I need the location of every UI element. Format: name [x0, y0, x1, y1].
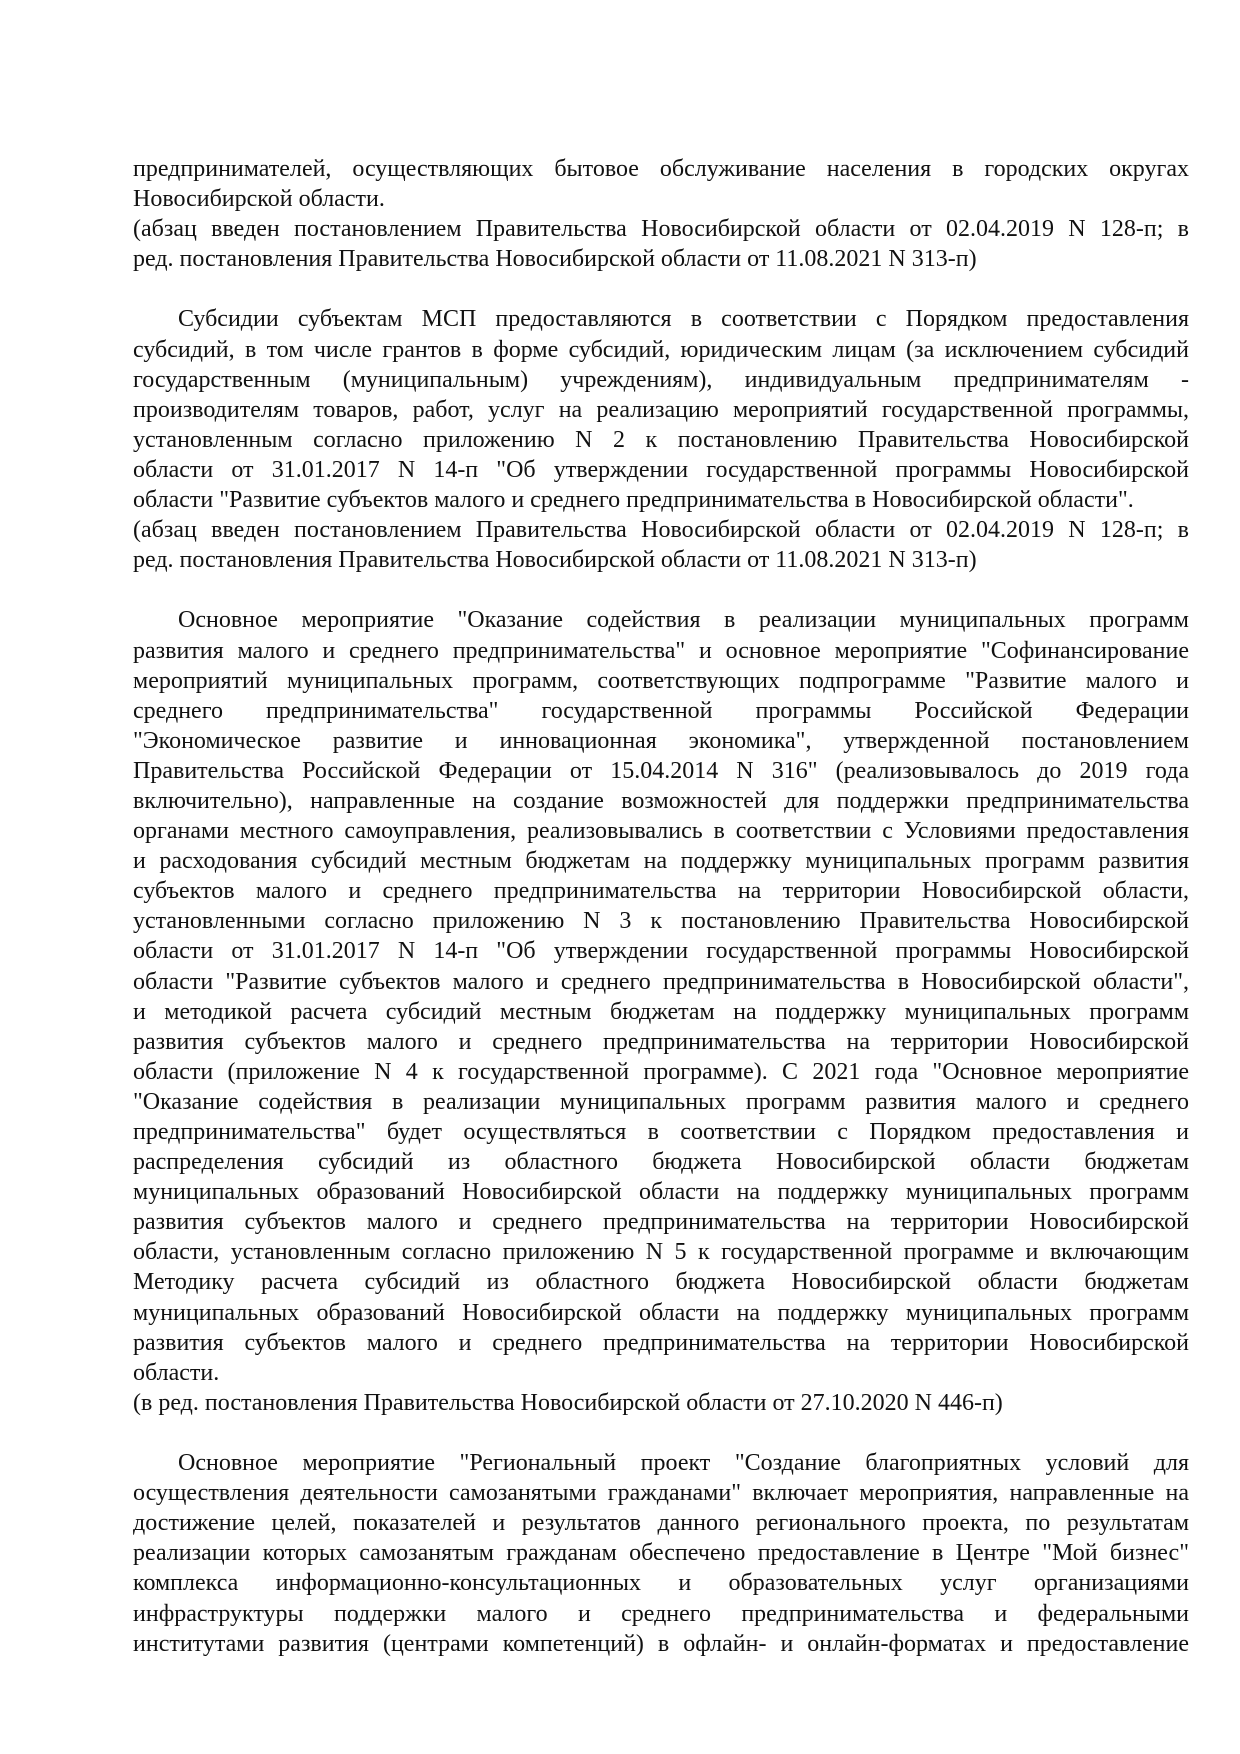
text-line: установленным согласно приложению N 2 к постановлению Правительства Новосибирской: [133, 426, 1189, 453]
text-line: области от 31.01.2017 N 14-п "Об утверждении государственной программы Новосибирской: [133, 456, 1189, 483]
text-line: государственным (муниципальным) учреждениям), индивидуальным предпринимателям -: [133, 366, 1189, 393]
text-line: области (приложение N 4 к государственной программе). С 2021 года "Основное мероприятие: [133, 1058, 1189, 1085]
text-line: развития субъектов малого и среднего предпринимательства на территории Новосибирской: [133, 1209, 1189, 1236]
text-line: мероприятий муниципальных программ, соответствующих подпрограмме "Развитие малого и: [133, 667, 1189, 694]
text-line: Новосибирской области.: [133, 186, 385, 213]
text-line: установленными согласно приложению N 3 к постановлению Правительства Новосибирской: [133, 908, 1189, 935]
text-line: ред. постановления Правительства Новосибирской области от 11.08.2021 N 313-п): [133, 246, 977, 273]
text-line: институтами развития (центрами компетенций) в офлайн- и онлайн-форматах и предоставление: [133, 1630, 1189, 1657]
text-line: Основное мероприятие "Оказание содействия в реализации муниципальных программ: [178, 607, 1189, 634]
paragraph: [133, 1448, 1189, 1659]
text-line: области "Развитие субъектов малого и среднего предпринимательства в Новосибирской области".: [133, 487, 1134, 514]
text-line: комплекса информационно-консультационных и образовательных услуг организациями: [133, 1570, 1189, 1597]
text-line: (абзац введен постановлением Правительства Новосибирской области от 02.04.2019 N 128-п; в: [133, 517, 1189, 544]
text-line: реализации которых самозанятым гражданам обеспечено предоставление в Центре "Мой бизнес": [133, 1540, 1189, 1567]
text-line: области "Развитие субъектов малого и среднего предпринимательства в Новосибирской области",: [133, 968, 1189, 995]
text-line: муниципальных образований Новосибирской области на поддержку муниципальных программ: [133, 1179, 1189, 1206]
text-line: Основное мероприятие "Региональный проект "Создание благоприятных условий для: [178, 1450, 1189, 1477]
text-line: развития субъектов малого и среднего предпринимательства на территории Новосибирской: [133, 1028, 1189, 1055]
text-line: включительно), направленные на создание возможностей для поддержки предпринимательства: [133, 787, 1189, 814]
text-line: и расходования субсидий местным бюджетам на поддержку муниципальных программ развития: [133, 848, 1189, 875]
text-line: производителям товаров, работ, услуг на реализацию мероприятий государственной программы,: [133, 396, 1189, 423]
text-line: "Экономическое развитие и инновационная экономика", утвержденной постановлением: [133, 727, 1189, 754]
text-line: Правительства Российской Федерации от 15.04.2014 N 316" (реализовывалось до 2019 года: [133, 757, 1189, 784]
text-line: инфраструктуры поддержки малого и среднего предпринимательства и федеральными: [133, 1600, 1189, 1627]
text-line: осуществления деятельности самозанятыми гражданами" включает мероприятия, направленные на: [133, 1480, 1189, 1507]
text-line: развития малого и среднего предпринимательства" и основное мероприятие "Софинансирование: [133, 637, 1189, 664]
paragraph: [133, 304, 1189, 515]
text-line: области.: [133, 1359, 220, 1386]
text-line: распределения субсидий из областного бюджета Новосибирской области бюджетам: [133, 1149, 1189, 1176]
text-line: (абзац введен постановлением Правительства Новосибирской области от 02.04.2019 N 128-п; в: [133, 216, 1189, 243]
text-line: предпринимателей, осуществляющих бытовое обслуживание населения в городских округах: [133, 156, 1189, 182]
text-line: и методикой расчета субсидий местным бюджетам на поддержку муниципальных программ: [133, 998, 1189, 1025]
text-line: ред. постановления Правительства Новосибирской области от 11.08.2021 N 313-п): [133, 547, 977, 574]
paragraph: [133, 154, 1189, 214]
amendment-note: [133, 1388, 1189, 1418]
amendment-note: [133, 214, 1189, 274]
paragraph: [133, 605, 1189, 1387]
text-line: (в ред. постановления Правительства Новосибирской области от 27.10.2020 N 446-п): [133, 1389, 1003, 1416]
text-line: органами местного самоуправления, реализовывались в соответствии с Условиями предоставления: [133, 818, 1189, 845]
text-line: предпринимательства" будет осуществляться в соответствии с Порядком предоставления и: [133, 1119, 1189, 1145]
document-page: [133, 154, 1189, 1659]
text-line: области, установленным согласно приложению N 5 к государственной программе и включающим: [133, 1239, 1189, 1266]
text-line: среднего предпринимательства" государственной программы Российской Федерации: [133, 697, 1189, 724]
amendment-note: [133, 515, 1189, 575]
text-line: области от 31.01.2017 N 14-п "Об утверждении государственной программы Новосибирской: [133, 938, 1189, 965]
text-line: Субсидии субъектам МСП предоставляются в соответствии с Порядком предоставления: [178, 306, 1189, 333]
text-line: муниципальных образований Новосибирской области на поддержку муниципальных программ: [133, 1299, 1189, 1326]
text-line: развития субъектов малого и среднего предпринимательства на территории Новосибирской: [133, 1329, 1189, 1356]
text-line: достижение целей, показателей и результатов данного регионального проекта, по результатам: [133, 1510, 1189, 1537]
text-line: "Оказание содействия в реализации муниципальных программ развития малого и среднего: [133, 1088, 1189, 1115]
text-line: субъектов малого и среднего предпринимательства на территории Новосибирской области,: [133, 878, 1189, 905]
text-line: субсидий, в том числе грантов в форме субсидий, юридическим лицам (за исключением субсидий: [133, 336, 1189, 363]
text-line: Методику расчета субсидий из областного бюджета Новосибирской области бюджетам: [133, 1269, 1189, 1296]
